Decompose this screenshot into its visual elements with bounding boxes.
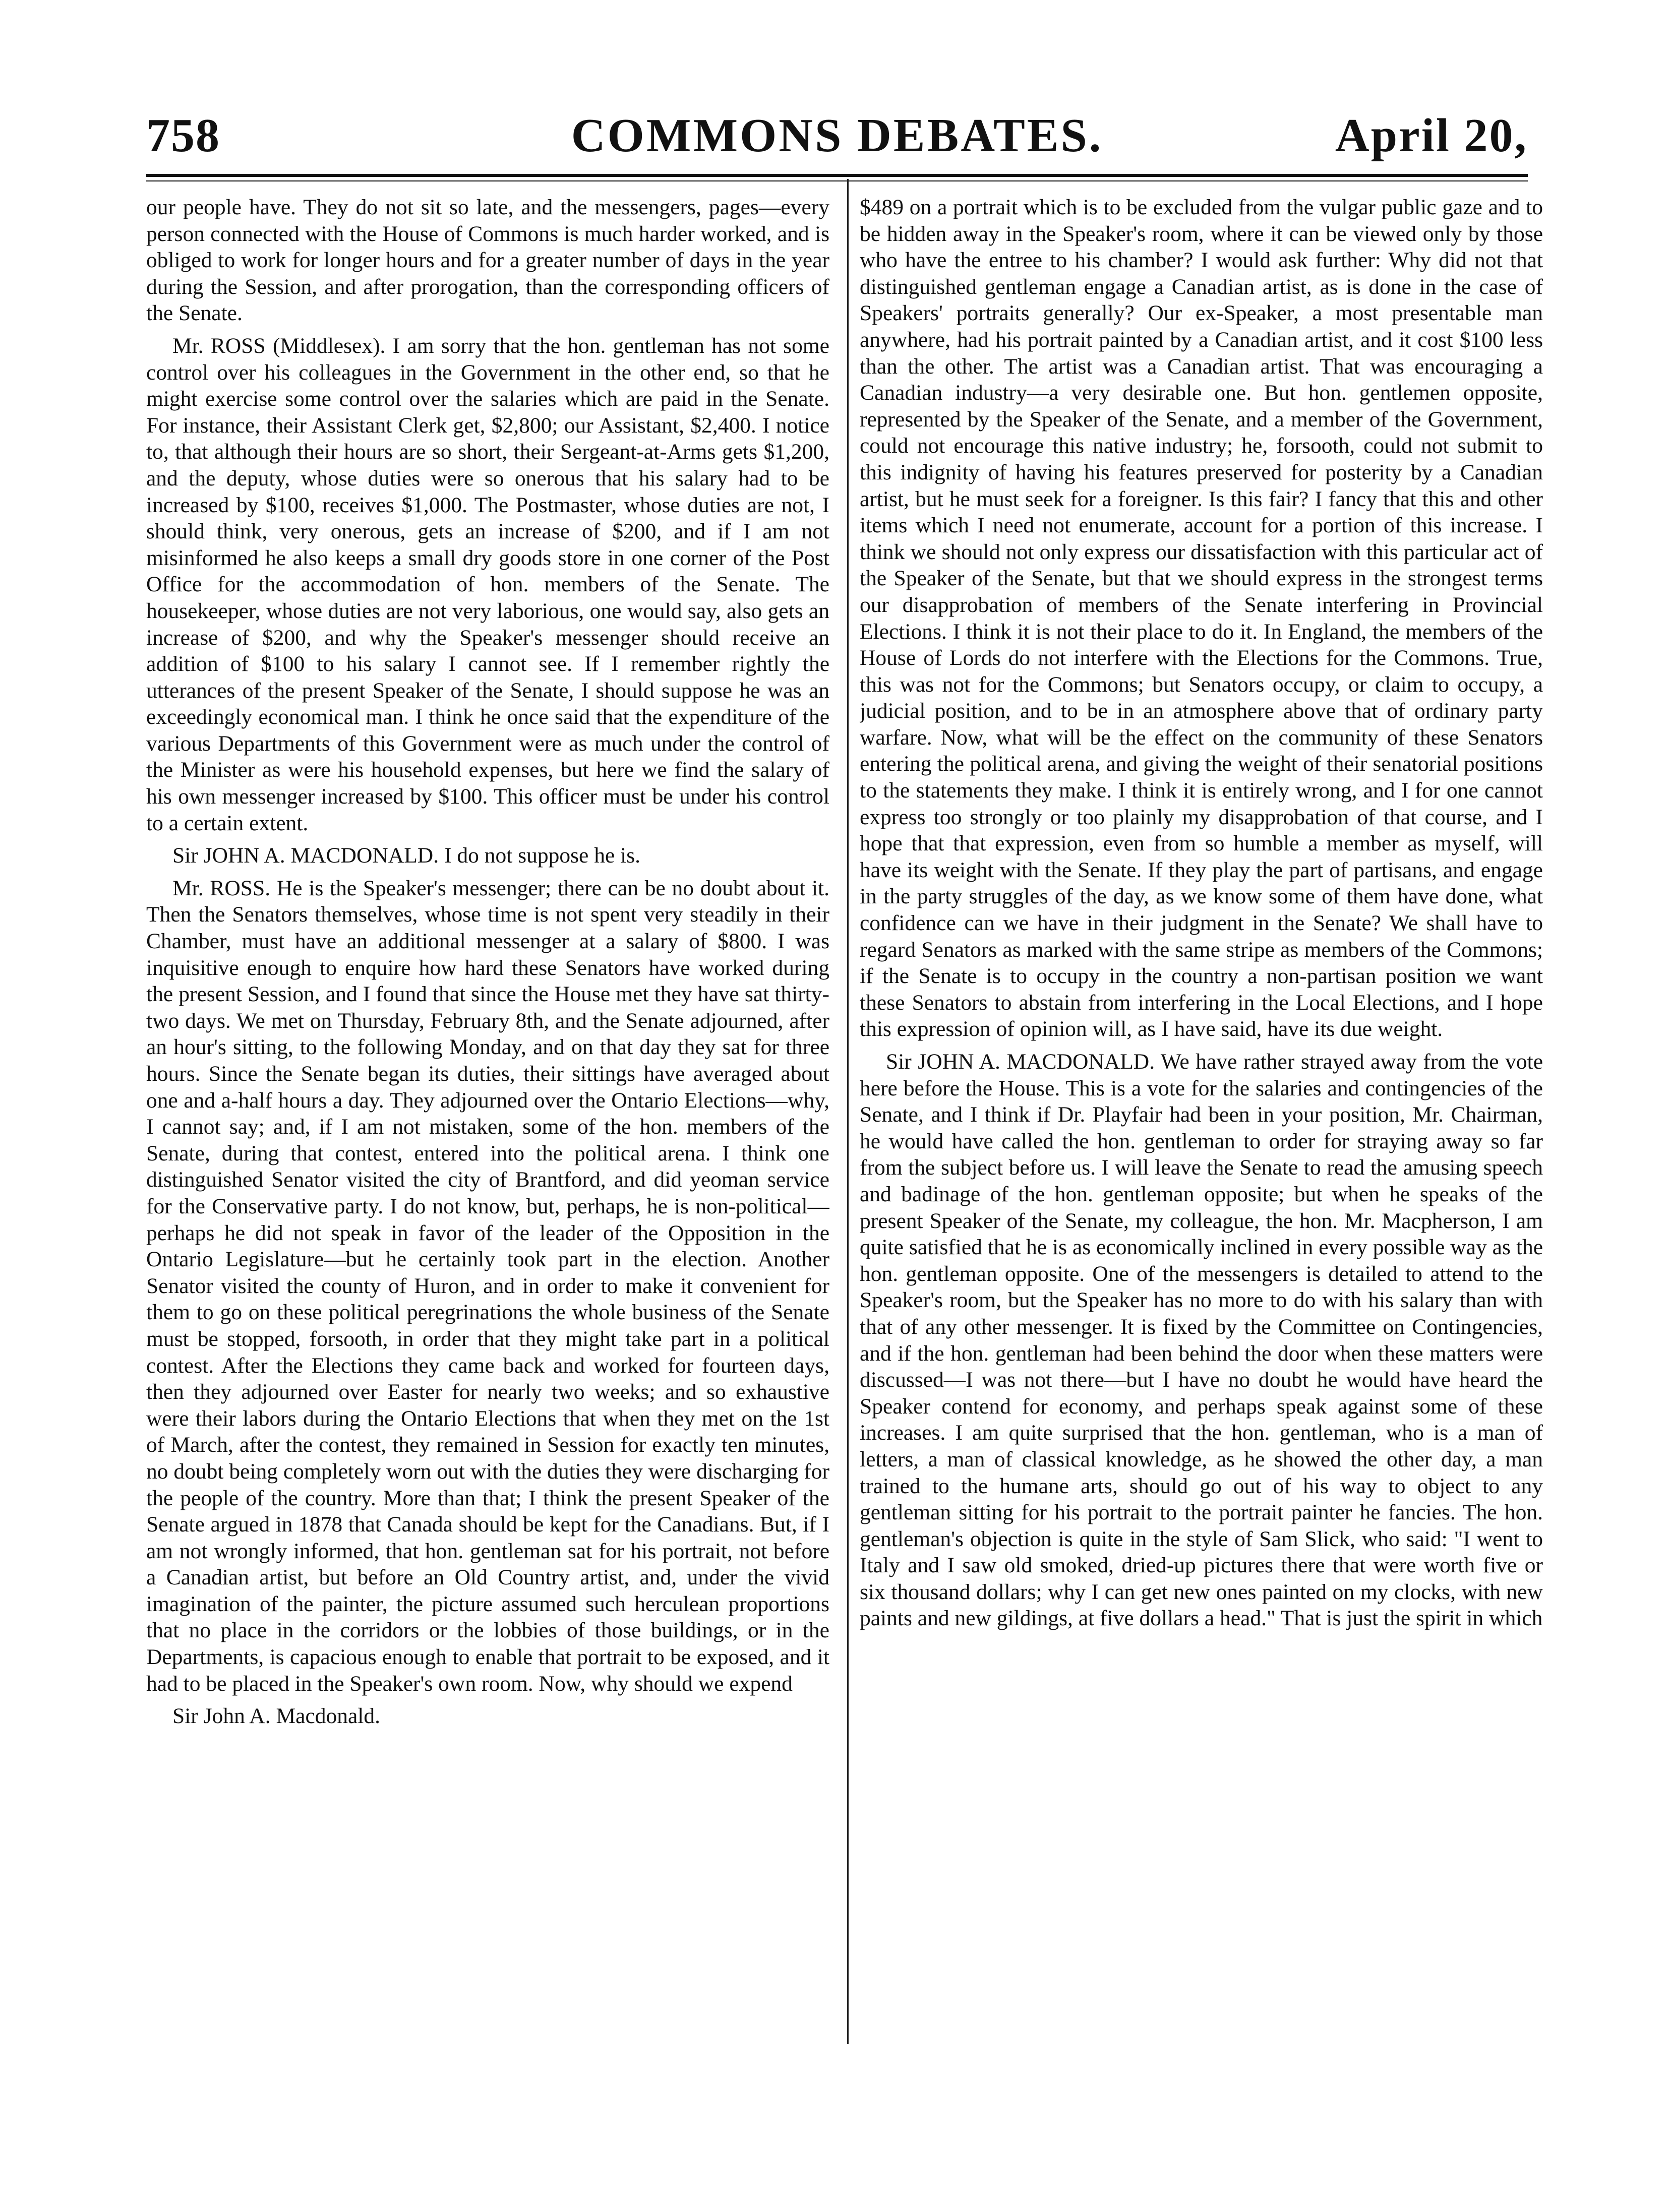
speaker-name: Sir John A. Macdonald. bbox=[172, 1704, 381, 1729]
paragraph-text: He is the Speaker's messenger; there can be no doubt about it. Then the Senators themselves, whose time is not spent very steadily in their Chamber, must have an additional messenger at a salary of $800. I was inquisitive enough to enquire how hard these Senators have worked during the present Session, and I found that since the House met they have sat thirty-two days. We met on Thursday, February 8th, and the Senate adjourned, after an hour's sitting, to the following Monday, and on that day they sat for three hours. Since the Senate began its duties, their sittings have averaged about one and a-half hours a day. They adjourned over the Ontario Elections—why, I cannot say; and, if I am not mistaken, some of the hon. members of the Senate, during that contest, entered into the political arena. I think one distinguished Senator visited the city of Brantford, and did yeoman service for the Conservative party. I do not know, but, perhaps, he is non-political—perhaps he did not speak in favor of the leader of the Opposition in the Ontario Legislature—but he certainly took part in the election. Another Senator visited the county of Huron, and in order to make it convenient for them to go on these political peregrinations the whole business of the Senate must be stopped, forsooth, in order that they might take part in a political contest. After the Elections they came back and worked for fourteen days, then they adjourned over Easter for nearly two weeks; and so exhaustive were their labors during the Ontario Elections that when they met on the 1st of March, after the contest, they remained in Session for exactly ten minutes, no doubt being completely worn out with the duties they were discharging for the people of the country. More than that; I think the present Speaker of the Senate argued in 1878 that Canada should be kept for the Canadians. But, if I am not wrongly informed, that hon. gentleman sat for his portrait, not before a Canadian artist, but before an Old Country artist, and, under the vivid imagination of the painter, the picture assumed such herculean proportions that no place in the corridors or the lobbies of those buildings, or in the Departments, is capacious enough to enable that portrait to be exposed, and it had to be placed in the Speaker's own room. Now, why should we expend bbox=[146, 876, 829, 1696]
paragraph-text: our people have. They do not sit so late, and the messengers, pages—every person connected with the House of Commons is much harder worked, and is obliged to work for longer hours and for a greater number of days in the year during the Session, and after prorogation, than the corresponding officers of the Senate. bbox=[146, 195, 829, 326]
paragraph-text: I do not suppose he is. bbox=[444, 843, 641, 868]
paragraph-text: I am sorry that the hon. gentleman has not some control over his colleagues in the Government in the other end, so that he might exercise some control over the salaries which are paid in the Senate. For instance, their Assistant Clerk get, $2,800; our Assistant, $2,400. I notice to, that although their hours are so short, their Sergeant-at-Arms gets $1,200, and the deputy, whose duties were so onerous that his salary had to be increased by $100, receives $1,000. The Postmaster, whose duties are not, I should think, very onerous, gets an increase of $200, and if I am not misinformed he also keeps a small dry goods store in one corner of the Post Office for the accommodation of hon. members of the Senate. The housekeeper, whose duties are not very laborious, one would say, also gets an increase of $200, and why the Speaker's messenger should receive an addition of $100 to his salary I cannot see. If I remember rightly the utterances of the present Speaker of the Senate, I should suppose he was an exceedingly economical man. I think he once said that the expenditure of the various Departments of this Government were as much under the control of the Minister as were his household expenses, but here we find the salary of his own messenger increased by $100. This officer must be under his control to a certain extent. bbox=[146, 333, 829, 835]
page-number: 758 bbox=[146, 109, 220, 162]
paragraph bbox=[146, 875, 829, 1697]
column-divider bbox=[847, 179, 849, 2044]
header-rule-thin bbox=[146, 180, 1528, 181]
page-title: COMMONS DEBATES. bbox=[571, 109, 1103, 162]
page-header bbox=[146, 108, 1528, 164]
speaker-name: Sir JOHN A. MACDONALD. bbox=[172, 843, 439, 868]
speaker-name: Sir JOHN A. MACDONALD. bbox=[886, 1050, 1155, 1074]
header-rule bbox=[146, 174, 1528, 177]
paragraph bbox=[146, 333, 829, 836]
paragraph-text: $489 on a portrait which is to be excluded from the vulgar public gaze and to be hidden away in the Speaker's room, where it can be viewed only by those who have the entree to his chamber? I would ask further: Why did not that distinguished gentleman engage a Canadian artist, as is done in the case of Speakers' portraits generally? Our ex-Speaker, a most presentable man anywhere, had his portrait painted by a Canadian artist, and it cost $100 less than the other. The artist was a Canadian artist. That was encouraging a Canadian industry—a very desirable one. But hon. gentlemen opposite, represented by the Speaker of the Senate, and a member of the Government, could not encourage this native industry; he, forsooth, could not submit to this indignity of having his features preserved for posterity by a Canadian artist, but he must seek for a foreigner. Is this fair? I fancy that this and other items which I need not enumerate, account for a portion of this increase. I think we should not only express our dissatisfaction with this particular act of the Speaker of the Senate, but that we should express in the strongest terms our disapprobation of members of the Senate interfering in Provincial Elections. I think it is not their place to do it. In England, the members of the House of Lords do not interfere with the Elections for the Commons. True, this was not for the Commons; but Senators occupy, or claim to occupy, a judicial position, and to be in an atmosphere above that of ordinary party warfare. Now, what will be the effect on the community of these Senators entering the political arena, and giving the weight of their senatorial positions to the statements they make. I think it is entirely wrong, and I for one cannot express too strongly or too plainly my disapprobation of that course, and I hope that that expression, even from so humble a member as myself, will have its weight with the Senate. If they play the part of partisans, and engage in the party struggles of the day, as we know some of them have done, what confidence can we have in their judgment in the Senate? We shall have to regard Senators as marked with the same stripe as members of the Commons; if the Senate is to occupy in the country a non-partisan position we want these Senators to abstain from interfering in the Local Elections, and I hope this expression of opinion will, as I have said, have its due weight. bbox=[860, 195, 1543, 1041]
speaker-name: Mr. ROSS (Middlesex). bbox=[172, 333, 386, 358]
paragraph bbox=[146, 194, 829, 327]
paragraph bbox=[860, 194, 1543, 1042]
paragraph bbox=[146, 1703, 829, 1730]
paragraph bbox=[860, 1049, 1543, 1632]
left-column bbox=[146, 194, 829, 2150]
speaker-name: Mr. ROSS. bbox=[172, 876, 271, 900]
paragraph bbox=[146, 842, 829, 869]
paragraph-text: We have rather strayed away from the vote here before the House. This is a vote for the salaries and contingencies of the Senate, and I think if Dr. Playfair had been in your position, Mr. Chairman, he would have called the hon. gentleman to order for straying away so far from the subject before us. I will leave the Senate to read the amusing speech and badinage of the hon. gentleman opposite; but when he speaks of the present Speaker of the Senate, my colleague, the hon. Mr. Macpherson, I am quite satisfied that he is as economically inclined in every possible way as the hon. gentleman opposite. One of the messengers is detailed to attend to the Speaker's room, but the Speaker has no more to do with his salary than with that of any other messenger. It is fixed by the Committee on Contingencies, and if the hon. gentleman had been behind the door when these matters were discussed—I was not there—but I have no doubt he would have heard the Speaker contend for economy, and perhaps speak against some of these increases. I am quite surprised that the hon. gentleman, who is a man of letters, a man of classical knowledge, as he showed the other day, a man trained to the humane arts, should go out of his way to object to any gentleman sitting for his portrait to the portrait painter he fancies. The hon. gentleman's objection is quite in the style of Sam Slick, who said: "I went to Italy and I saw old smoked, dried-up pictures there that were worth five or six thousand dollars; why I can get new ones painted on my clocks, with new paints and new gildings, at five dollars a head." That is just the spirit in which bbox=[860, 1050, 1543, 1631]
right-column bbox=[860, 194, 1543, 2150]
page-date: April 20, bbox=[1335, 109, 1528, 162]
